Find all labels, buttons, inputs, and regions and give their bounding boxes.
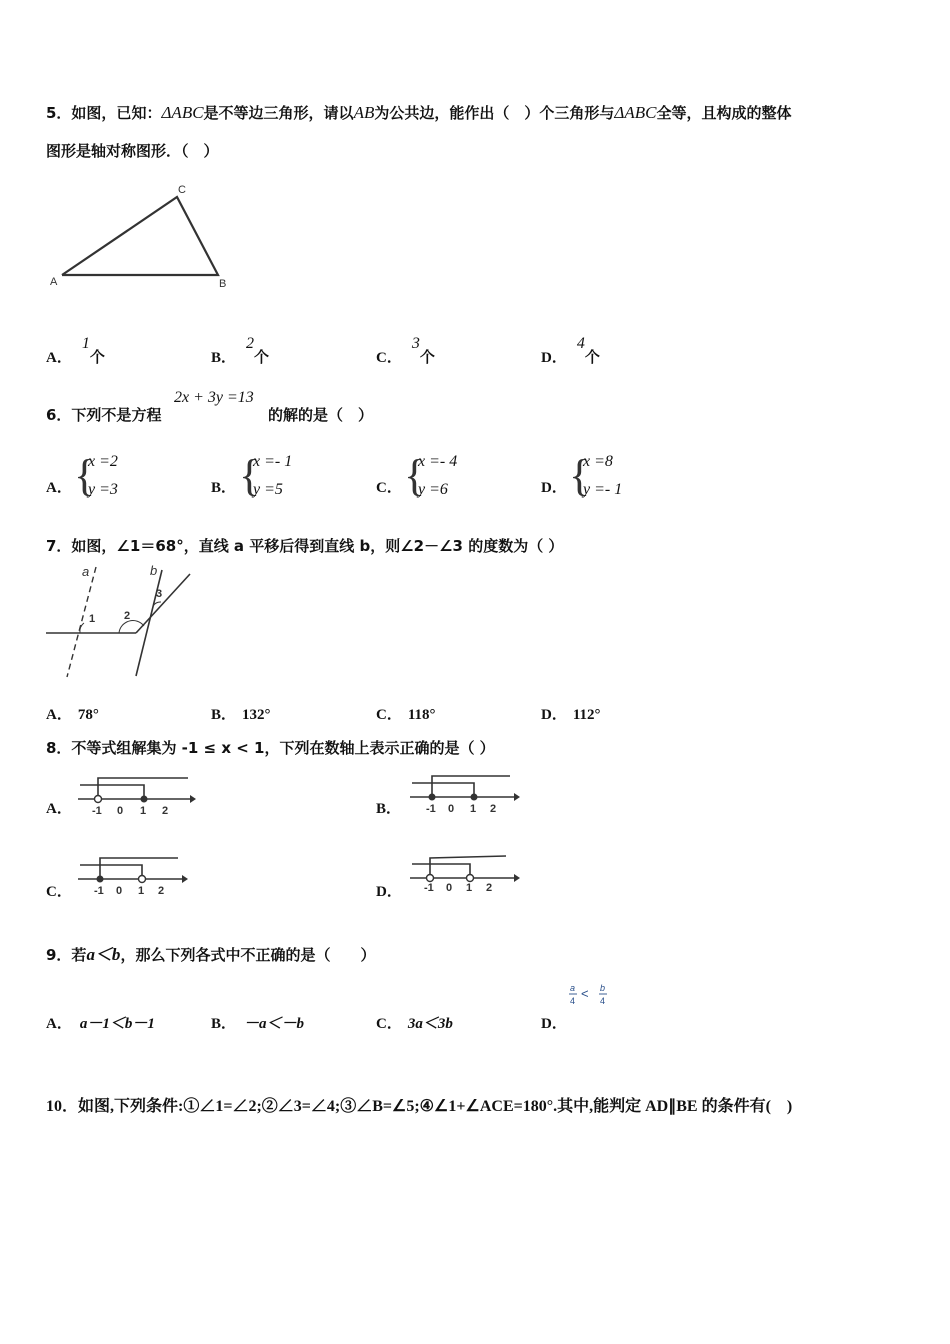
q8a-tick-two: 2 [162,805,169,817]
q8c-arrow [182,875,188,883]
q8-number-line-c [76,852,196,898]
q8d-bracket-right [412,864,470,878]
q8-stem: 8．不等式组解集为 -1 ≤ x < 1，下列在数轴上表示正确的是（ ） [46,739,495,757]
q8d-tick-one: 1 [466,882,473,894]
q7-option-d-letter: D． [541,707,567,723]
q7-option-c[interactable] [376,703,436,724]
q8a-point-one [141,796,148,803]
q5-triangle-shape [62,197,218,275]
q7-label-3: 3 [156,588,163,600]
q5-option-a-number: 1 [81,335,90,352]
q9-stem-b: ，那么下列各式中不正确的是（ ） [120,946,376,964]
q5-math-triangle-2: ΔABC [614,103,657,122]
q8c-tick-one: 1 [138,885,145,897]
q8d-point-one [467,875,474,882]
q9d-relation: < [581,986,589,1001]
q8-option-a[interactable]: A． [46,801,72,817]
q8c-tick-zero: 0 [116,885,123,897]
q8-number-line-a [76,772,196,818]
q5-option-b-unit: 个 [254,348,270,366]
q8a-point-minus-one [95,796,102,803]
q8a-tick-minus-one: -1 [92,805,102,817]
q6-option-a-brace: { [74,451,96,500]
q8a-tick-zero: 0 [117,805,124,817]
q8a-tick-one: 1 [140,805,147,817]
q6-option-d-line2: y =- 1 [583,481,623,498]
q6-stem-a: 6．下列不是方程 [46,406,162,424]
q8d-arrow [514,874,520,882]
q6-option-b-letter: B． [211,480,237,496]
q8-option-c[interactable]: C． [46,884,72,900]
q8a-arrow [190,795,196,803]
q5-math-triangle: ΔABC [161,103,204,122]
q8d-point-minus-one [427,875,434,882]
q6-option-c-line2: y =6 [418,481,448,498]
q5-option-d[interactable] [541,332,600,366]
q8d-tick-zero: 0 [446,882,453,894]
q9-option-d[interactable]: D． [541,1016,567,1032]
q7-option-c-letter: C． [376,707,402,723]
q5-label-b: B [219,278,227,290]
q9-option-b-letter: B． [211,1016,237,1032]
q6-option-a-line1: x =2 [88,453,118,470]
q9-option-a-letter: A． [46,1016,72,1032]
q9-option-a-value: a－1＜b－1 [79,1016,155,1032]
q9-option-c[interactable] [376,1012,453,1033]
q8-number-line-d [408,851,528,897]
q6-option-b-line2: y =5 [253,481,283,498]
q7-angle-arc-2 [119,621,144,633]
q6-option-c-line1: x =- 4 [418,453,458,470]
q5-text-c: 为公共边，能作出（ ）个三角形与 [374,104,615,122]
q8a-bracket-right [80,785,144,799]
q8b-point-one [471,794,478,801]
q9-option-a[interactable] [46,1012,155,1033]
q9-option-d-fraction [566,982,616,1012]
q7-option-b-value: 132° [242,707,271,723]
q7-option-d-value: 112° [572,707,601,723]
q7-option-c-value: 118° [407,707,436,723]
q5-option-b-letter: B． [211,350,237,366]
q8-option-b[interactable]: B． [376,801,402,817]
q8c-point-minus-one [97,876,104,883]
q6-option-d-line1: x =8 [583,453,613,470]
q10-stem: 10．如图,下列条件:①∠1=∠2;②∠3=∠4;③∠B=∠5;④∠1+∠ACE=180°.其中,能判定 AD∥BE 的条件有( ) [46,1098,793,1115]
q9-option-c-letter: C． [376,1016,402,1032]
q7-label-1: 1 [89,613,96,625]
q5-option-b[interactable] [211,332,270,366]
q7-option-d[interactable] [541,703,601,724]
q6-option-c-letter: C． [376,480,402,496]
q6-option-d-letter: D． [541,480,567,496]
q7-line-b [136,570,162,676]
q5-option-d-unit: 个 [584,348,600,366]
q7-figure [44,562,204,682]
q7-label-b: b [150,563,158,578]
q8d-tick-minus-one: -1 [424,882,434,894]
q7-option-a-value: 78° [77,707,99,723]
q5-stem-line1 [46,102,791,123]
q9-stem-a: 9．若 [46,946,87,964]
q8b-bracket-left [432,776,510,797]
q8d-tick-two: 2 [486,882,493,894]
q6-option-a-line2: y =3 [88,481,118,498]
q8c-tick-two: 2 [158,885,165,897]
q5-option-a-letter: A． [46,350,72,366]
q9-option-c-value: 3a＜3b [407,1016,453,1032]
q9d-den-a: 4 [570,996,576,1006]
q5-option-d-number: 4 [576,335,585,352]
q8b-bracket-right [412,783,474,797]
q7-angle-arc-1 [80,623,84,633]
q8b-tick-one: 1 [470,803,477,815]
q5-option-a[interactable] [46,332,105,366]
q6-option-b-line1: x =- 1 [253,453,293,470]
q6-option-d-brace: { [569,451,591,500]
q7-label-a: a [82,564,90,579]
q5-option-c[interactable] [376,332,435,366]
q8c-tick-minus-one: -1 [94,885,104,897]
q5-option-c-unit: 个 [419,348,435,366]
q7-option-a-letter: A． [46,707,72,723]
q9d-num-a: a [570,983,576,993]
q5-label-c: C [178,184,186,196]
q8-number-line-b [408,770,528,816]
q8-option-d[interactable]: D． [376,884,402,900]
q6-option-a-letter: A． [46,480,72,496]
q5-label-a: A [50,276,58,288]
q7-slant-line [136,574,190,633]
q5-option-a-unit: 个 [89,348,105,366]
q7-label-2: 2 [124,610,131,622]
q8b-tick-zero: 0 [448,803,455,815]
q5-text-b: 是不等边三角形，请以 [203,104,354,122]
q9-stem-math: a＜b [86,945,121,964]
q5-text-d: 全等，且构成的整体 [656,104,792,122]
q7-option-b[interactable] [211,703,271,724]
q9d-num-b: b [600,983,606,993]
q9-option-b[interactable] [211,1012,304,1033]
q9-stem [46,940,375,965]
q8c-bracket-left [100,858,178,879]
q8b-tick-two: 2 [490,803,497,815]
q7-option-b-letter: B． [211,707,237,723]
q5-text-a: 5．如图，已知： [46,104,162,122]
q5-option-c-letter: C． [376,350,402,366]
q8b-point-minus-one [429,794,436,801]
q8b-tick-minus-one: -1 [426,803,436,815]
q6-stem-b: 的解的是（ ） [268,406,374,424]
q6-option-b-brace: { [239,451,261,500]
q8c-point-one [139,876,146,883]
q5-option-d-letter: D． [541,350,567,366]
q5-option-c-number: 3 [411,335,420,352]
q8b-arrow [514,793,520,801]
q9-option-b-value: －a＜－b [244,1016,305,1032]
q5-triangle-figure [40,178,240,298]
q7-option-a[interactable] [46,703,99,724]
q5-math-ab: AB [353,103,375,122]
q8c-bracket-right [80,865,142,879]
q5-stem-line2: 图形是轴对称图形．（ ） [46,142,219,160]
q5-option-b-number: 2 [246,335,255,352]
q9d-den-b: 4 [600,996,606,1006]
q7-stem: 7．如图，∠1＝68°，直线 a 平移后得到直线 b，则∠2－∠3 的度数为（ ） [46,537,564,555]
q6-option-c-brace: { [404,451,426,500]
q6-equation: 2x + 3y =13 [174,389,254,406]
